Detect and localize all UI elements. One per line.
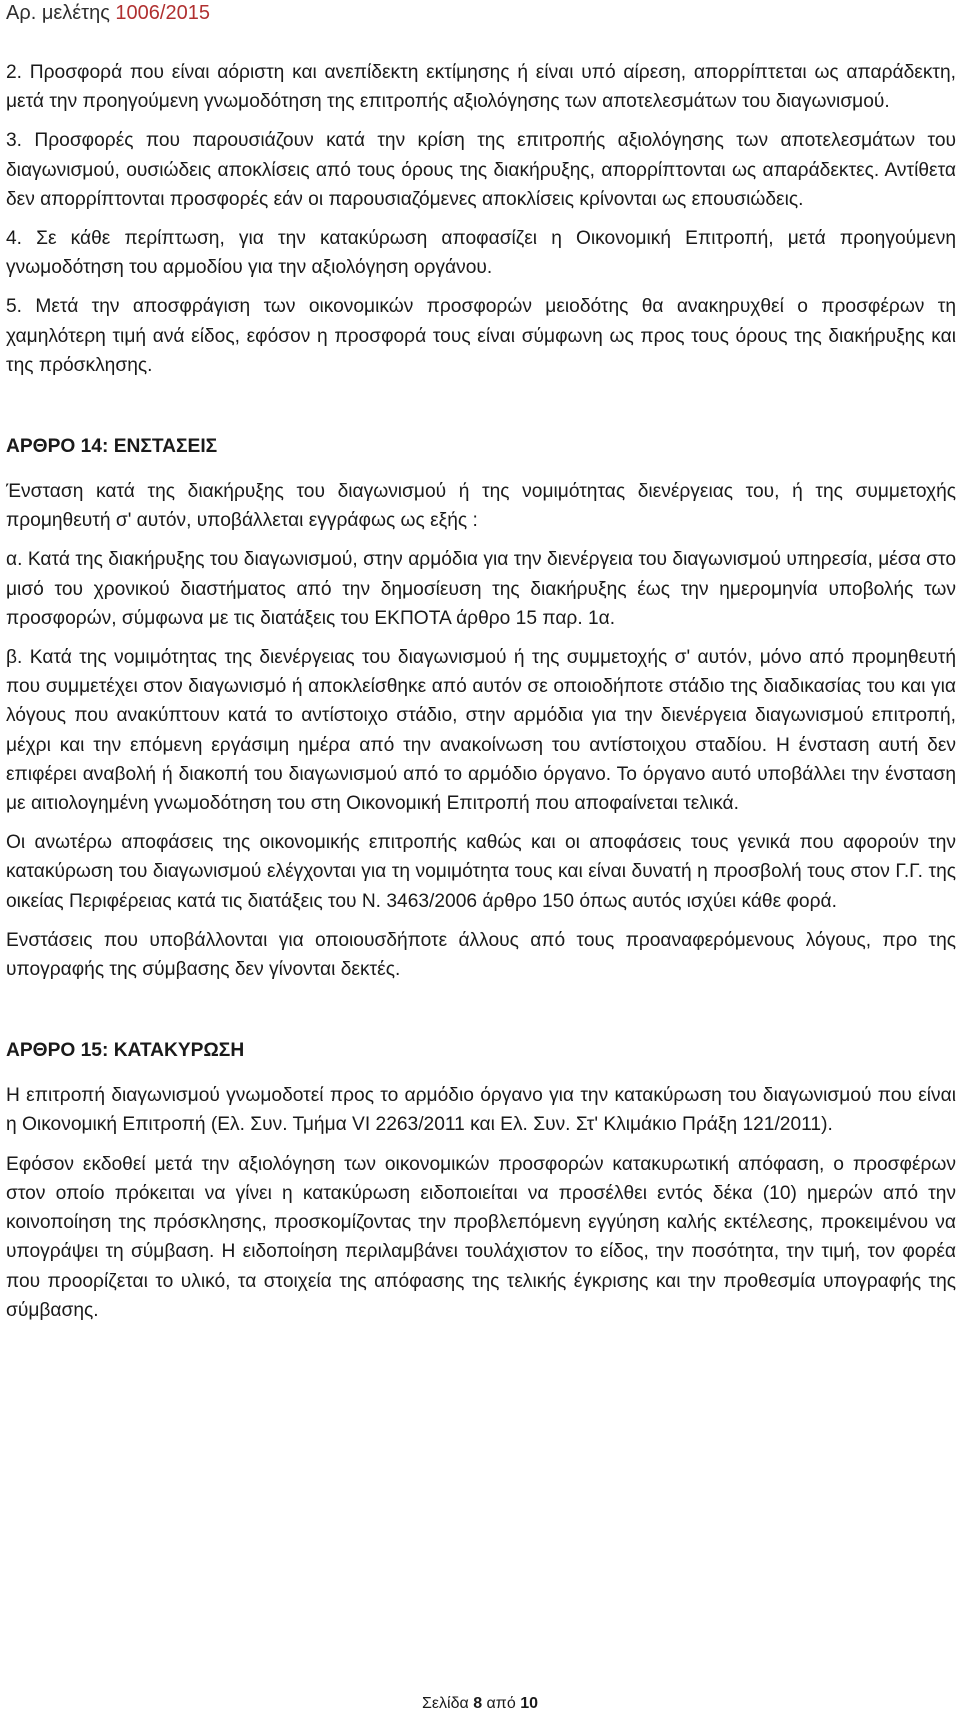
article-14-intro: Ένσταση κατά της διακήρυξης του διαγωνισμού ή της νομιμότητας διενέργειας του, ή της συμμετοχής προμηθευτή σ' αυτόν, υποβάλλεται εγγράφως ως εξής : (6, 481, 956, 532)
paragraph-3: 3. Προσφορές που παρουσιάζουν κατά την κρίση της επιτροπής αξιολόγησης των αποτελεσμάτων του διαγωνισμού, ουσιώδεις αποκλίσεις από τους όρους της διακήρυξης, απορρίπτονται ως απαράδεκτες. Αντίθετα δεν απορρίπτονται προσφορές εάν οι παρουσιαζόμενες αποκλίσεις κρίνονται ως επουσιώδεις. (6, 130, 956, 210)
page-footer (0, 1694, 960, 1714)
study-label: Αρ. μελέτης (6, 2, 110, 24)
article-14-heading: ΑΡΘΡΟ 14: ΕΝΣΤΑΣΕΙΣ (6, 436, 218, 458)
of-label: από (486, 1695, 516, 1712)
current-page-number: 8 (473, 1695, 483, 1712)
article-14-paragraph-d: Ενστάσεις που υποβάλλονται για οποιουσδήποτε άλλους από τους προαναφερόμενους λόγους, προ της υπογραφής της σύμβασης δεν γίνονται δεκτές. (6, 929, 956, 981)
paragraph-4: 4. Σε κάθε περίπτωση, για την κατακύρωση αποφασίζει η Οικονομική Επιτροπή, μετά προηγούμενη γνωμοδότηση του αρμοδίου για την αξιολόγηση οργάνου. (6, 228, 956, 279)
page-label: Σελίδα (422, 1695, 469, 1712)
paragraph-5: 5. Μετά την αποσφράγιση των οικονομικών προσφορών μειοδότης θα ανακηρυχθεί ο προσφέρων τη χαμηλότερη τιμή ανά είδος, εφόσον η προσφορά τους είναι σύμφωνη ως προς τους όρους της διακήρυξης και της πρόσκλησης. (6, 296, 956, 376)
page-header (6, 0, 210, 26)
article-14-paragraph-c: Οι ανωτέρω αποφάσεις της οικονομικής επιτροπής καθώς και οι αποφάσεις τους γενικά που αφορούν την κατακύρωση του διαγωνισμού ελέγχονται για τη νομιμότητα τους και είναι δυνατή η προσβολή τους στον Γ.Γ. της οικείας Περιφέρειας κατά τις διατάξεις του Ν. 3463/2006 άρθρο 150 όπως αυτός ισχύει κάθε φορά. (6, 832, 956, 912)
study-number: 1006/2015 (115, 2, 210, 24)
total-pages-number: 10 (520, 1695, 538, 1712)
article-15-heading: ΑΡΘΡΟ 15: ΚΑΤΑΚΥΡΩΣΗ (6, 1040, 245, 1062)
article-14-item-b: β. Κατά της νομιμότητας της διενέργειας του διαγωνισμού ή της συμμετοχής σ' αυτόν, μόνο από προμηθευτή που συμμετέχει στον διαγωνισμό ή αποκλείσθηκε από αυτόν σε οποιοδήποτε στάδιο της διαδικασίας του και για λόγους που ανακύπτουν κατά το αντίστοιχο στάδιο, στην αρμόδια για την διενέργεια διαγωνισμού επιτροπή, μέχρι και την επόμενη εργάσιμη ημέρα από την ανακοίνωση του αντίστοιχου σταδίου. Η ένσταση αυτή δεν επιφέρει αναβολή ή διακοπή του διαγωνισμού από το αρμόδιο όργανο. Το όργανο αυτό υποβάλλει την ένσταση με αιτιολογημένη γνωμοδότηση του στη Οικονομική Επιτροπή που αποφαίνεται τελικά. (6, 647, 956, 815)
article-14-item-a: α. Κατά της διακήρυξης του διαγωνισμού, στην αρμόδια για την διενέργεια του διαγωνισμού υπηρεσία, μέσα στο μισό του χρονικού διαστήματος από την δημοσίευση της διακήρυξης έως την ημερομηνία υποβολής των προσφορών, σύμφωνα με τις διατάξεις του ΕΚΠΟΤΑ άρθρο 15 παρ. 1α. (6, 549, 956, 629)
article-15-paragraph-2: Εφόσον εκδοθεί μετά την αξιολόγηση των οικονομικών προσφορών κατακυρωτική απόφαση, ο προσφέρων στον οποίο πρόκειται να γίνει η κατακύρωση ειδοποιείται να προσέλθει εντός δέκα (10) ημερών από την κοινοποίηση της πρόσκλησης, προσκομίζοντας την προβλεπόμενη εγγύηση καλής εκτέλεσης, προκειμένου να υπογράψει τη σύμβαση. Η ειδοποίηση περιλαμβάνει τουλάχιστον το είδος, την ποσότητα, την τιμή, τον φορέα που προορίζεται το υλικό, τα στοιχεία της απόφασης της τελικής έγκρισης και την προθεσμία υπογραφής της σύμβασης. (6, 1153, 956, 1321)
article-15-paragraph-1: Η επιτροπή διαγωνισμού γνωμοδοτεί προς το αρμόδιο όργανο για την κατακύρωση του διαγωνισμού που είναι η Οικονομική Επιτροπή (Ελ. Συν. Τμήμα VI 2263/2011 και Ελ. Συν. Στ' Κλιμάκιο Πράξη 121/2011). (6, 1085, 956, 1136)
page-content (6, 58, 956, 1335)
paragraph-2: 2. Προσφορά που είναι αόριστη και ανεπίδεκτη εκτίμησης ή είναι υπό αίρεση, απορρίπτεται ως απαράδεκτη, μετά την προηγούμενη γνωμοδότηση της επιτροπής αξιολόγησης των αποτελεσμάτων του διαγωνισμού. (6, 62, 956, 113)
